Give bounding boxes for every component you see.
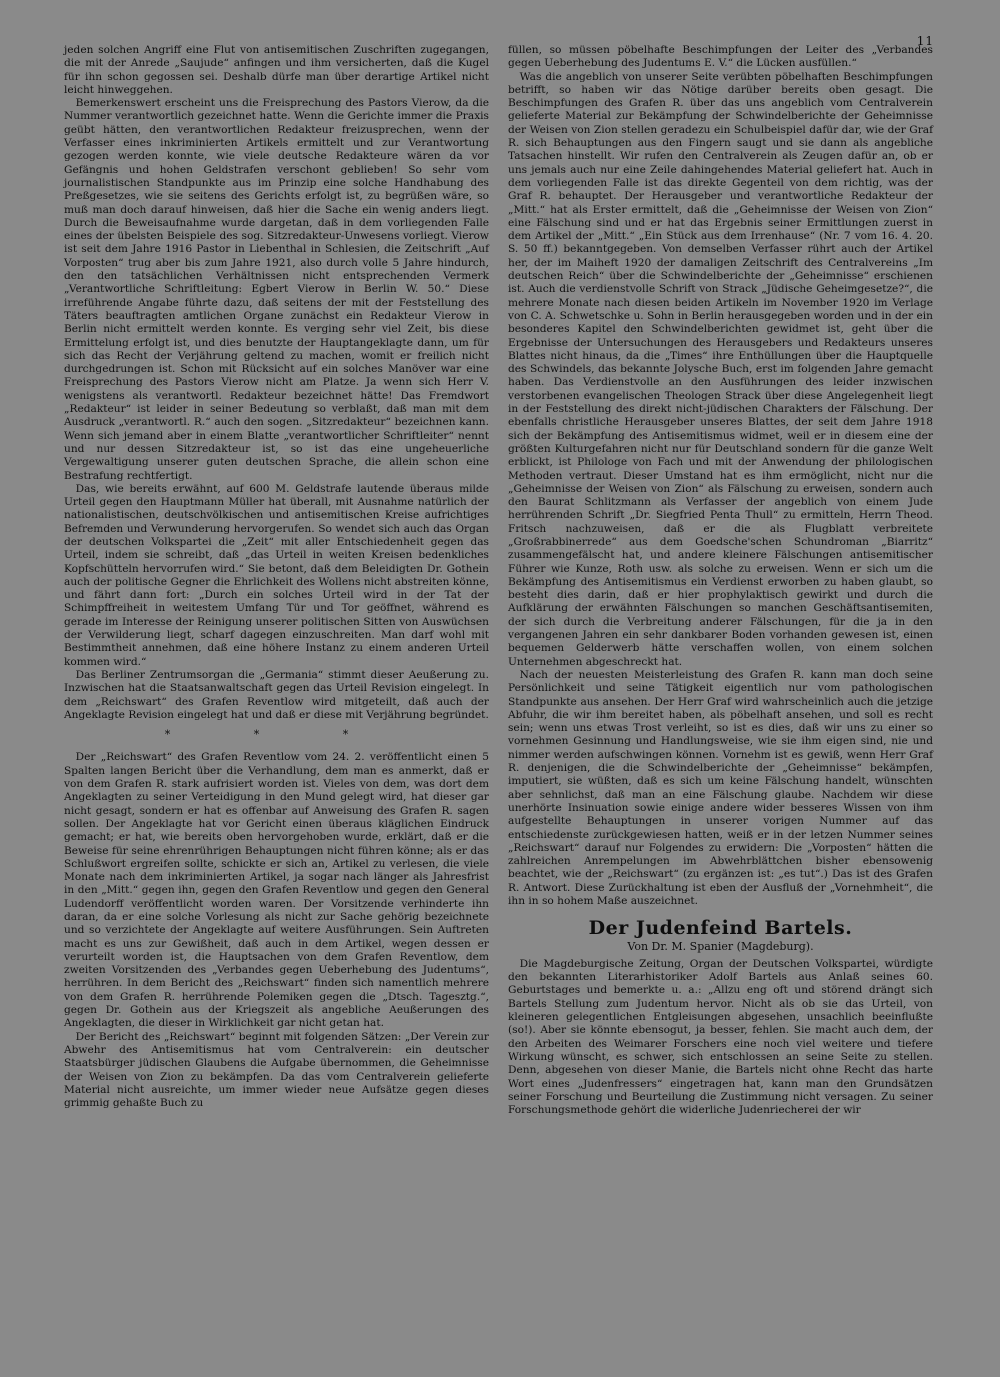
paragraph: Der Bericht des „Reichswart“ beginnt mit folgenden Sätzen: „Der Verein zur Abwehr des Antisemitismus hat vom Centralverein: ein deutscher Staatsbürger jüdischen Glaubens die Aufgabe übernommen, die Geheimnisse der Weisen von Zion zu bekämpfen. Da das vom Centralverein gelieferte Material nicht ausreichte, um immer wieder neue Aufsätze gegen dieses grimmig gehaßte Buch zu: [64, 1030, 489, 1110]
paragraph: Das, wie bereits erwähnt, auf 600 M. Geldstrafe lautende überaus milde Urteil gegen den Hauptmann Müller hat überall, mit Ausnahme natürlich der nationalistischen, deutschvölkischen und antisemitischen Kreise aufrichtiges Befremden und Verwunderung hervorgerufen. So wendet sich auch das Organ der deutschen Volkspartei die „Zeit“ mit aller Entschiedenheit gegen das Urteil, indem sie schreibt, daß „das Urteil in weiten Kreisen bedenkliches Kopfschütteln hervorrufen wird.“ Sie betont, daß dem Beleidigten Dr. Gothein auch der politische Gegner die Ehrlichkeit des Wollens nicht abstreiten könne, und fährt dann fort: „Durch ein solches Urteil wird in der Tat der Schimpffreiheit in weitestem Umfang Tür und Tor geöffnet, während es gerade im Interesse der Reinigung unserer politischen Sitten von Auswüchsen der Verwilderung liegt, scharf dagegen einzuschreiten. Man darf wohl mit Bestimmtheit annehmen, daß eine höhere Instanz zu einem anderen Urteil kommen wird.“: [64, 482, 489, 668]
article-title: Der Judenfeind Bartels.: [588, 917, 853, 940]
paragraph: Bemerkenswert erscheint uns die Freisprechung des Pastors Vierow, da die Nummer verantwortlich gezeichnet hatte. Wenn die Gerichte immer die Praxis geübt hätten, den verantwortlichen Redakteur freizusprechen, wenn der Verfasser eines inkriminierten Artikels ermittelt und zur Verantwortung gezogen werden konnte, wie viele deutsche Redakteure wären da vor Gefängnis und hohen Geldstrafen verschont geblieben! So sehr vom journalistischen Standpunkte aus im Prinzip eine solche Handhabung des Preßgesetzes, wie sie seitens des Gerichts erfolgt ist, zu begrüßen wäre, so muß man doch darauf hinweisen, daß hier die Sache ein wenig anders liegt. Durch die Beweisaufnahme wurde dargetan, daß in dem vorliegenden Falle eines der übelsten Beispiele des sog. Sitzredakteur-Unwesens vorliegt. Vierow ist seit dem Jahre 1916 Pastor in Liebenthal in Schlesien, die Zeitschrift „Auf Vorposten“ trug aber bis zum Jahre 1921, also durch volle 5 Jahre hindurch, den den tatsächlichen Verhältnissen nicht entsprechenden Vermerk „Verantwortliche Schriftleitung: Egbert Vierow in Berlin W. 50.“ Diese irreführende Angabe führte dazu, daß seitens der mit der Feststellung des Täters beauftragten amtlichen Organe zunächst ein Redakteur Vierow in Berlin nicht ermittelt werden konnte. Es verging sehr viel Zeit, bis diese Ermittelung erfolgt ist, und dies benutzte der Hauptangeklagte dann, um für sich das Recht der Verjährung geltend zu machen, womit er freilich nicht durchgedrungen ist. Schon mit Rücksicht auf ein solches Manöver war eine Freisprechung des Pastors Vierow nicht am Platze. Ja wenn sich Herr V. wenigstens als verantwortl. Redakteur bezeichnet hätte! Das Fremdwort „Redakteur“ ist leider in seiner Bedeutung so verblaßt, daß man mit dem Ausdruck „verantwortl. R.“ auch den sogen. „Sitzredakteur“ bezeichnen kann. Wenn sich jemand aber in einem Blatte „verantwortlicher Schriftleiter“ nennt und nur dessen Sitzredakteur ist, so ist das eine ungeheuerliche Vergewaltigung unserer guten deutschen Sprache, die allein schon eine Bestrafung rechtfertigt.: [64, 97, 489, 482]
paragraph: Was die angeblich von unserer Seite verübten pöbelhaften Beschimpfungen betrifft, so haben wir das Nötige darüber bereits oben gesagt. Die Beschimpfungen des Grafen R. über das uns angeblich vom Centralverein gelieferte Material zur Bekämpfung der Schwindelberichte der Geheimnisse der Weisen von Zion stellen geradezu ein Schulbeispiel dafür dar, wie der Graf R. sich Behauptungen aus den Fingern saugt und sie dann als angebliche Tatsachen hinstellt. Wir rufen den Centralverein als Zeugen dafür an, ob er uns jemals auch nur eine Zeile dahingehendes Material geliefert hat. Auch in dem vorliegenden Falle ist das direkte Gegenteil von dem richtig, was der Graf R. behauptet. Der Herausgeber und verantwortliche Redakteur der „Mitt.“ hat als Erster ermittelt, daß die „Geheimnisse der Weisen von Zion“ eine Fälschung sind und er hat das Ergebnis seiner Ermittlungen zuerst in dem Artikel der „Mitt.“ „Ein Stück aus dem Irrenhause“ (Nr. 7 vom 16. 4. 20. S. 50 ff.) bekanntgegeben. Von demselben Verfasser rührt auch der Artikel her, der im Maiheft 1920 der damaligen Zeitschrift des Centralvereins „Im deutschen Reich“ über die Schwindelberichte der „Geheimnisse“ erschienen ist. Auch die verdienstvolle Schrift von Strack „Jüdische Geheimgesetze?“, die mehrere Monate nach diesen beiden Artikeln im November 1920 im Verlage von C. A. Schwetschke u. Sohn in Berlin herausgegeben worden und in der ein besonderes Kapitel den Schwindelberichten gewidmet ist, geht über die Ergebnisse der Untersuchungen des Herausgebers und Redakteurs unseres Blattes nicht hinaus, da die „Times“ ihre Enthüllungen über die Hauptquelle des Schwindels, das bekannte Jolysche Buch, erst im folgenden Jahre gemacht haben. Das Verdienstvolle an den Ausführungen des leider inzwischen verstorbenen evangelischen Theologen Strack über diese Angelegenheit liegt in der Feststellung des direkt nicht-jüdischen Charakters der Fälschung. Der ebenfalls christliche Herausgeber unseres Blattes, der seit dem Jahre 1918 sich der Bekämpfung des Antisemitismus widmet, weil er in diesem eine der größten Kulturgefahren nicht nur für Deutschland sondern für die ganze Welt erblickt, ist Philologe von Fach und mit der Anwendung der philologischen Methoden vertraut. Dieser Umstand hat es ihm ermöglicht, nicht nur die „Geheimnisse der Weisen von Zion“ als Fälschung zu erweisen, sondern auch den Baurat Schlitzmann als Verfasser der angeblich von einem Jude herrührenden Schrift „Dr. Siegfried Penta Thull“ zu ermitteln, Herrn Theod. Fritsch nachzuweisen, daß er die als Flugblatt verbreitete „Großrabbinerrede“ aus dem Goedsche'schen Schundroman „Biarritz“ zusammengefälscht hat, und andere kleinere Fälschungen antisemitischer Führer wie Kunze, Roth usw. als solche zu erweisen. Wenn er sich um die Bekämpfung des Antisemitismus ein Verdienst erworben zu haben glaubt, so besteht dies darin, daß er hier prophylaktisch gewirkt und durch die Aufklärung der erwähnten Fälschungen so manchen Geschäftsantisemiten, der sich durch die Verbreitung anderer Fälschungen, für die ja in den vergangenen Jahren ein sehr dankbarer Boden vorhanden gewesen ist, einen bequemen Gelderwerb hätte verschaffen wollen, von einem solchen Unternehmen abgeschreckt hat.: [508, 70, 933, 668]
paragraph: jeden solchen Angriff eine Flut von antisemitischen Zuschriften zugegangen, die mit der Anrede „Saujude“ anfingen und ihm versicherten, daß die Kugel für ihn schon gegossen sei. Deshalb dürfe man über derartige Artikel nicht leicht hinweggehen.: [64, 44, 489, 96]
page-number: 11: [916, 34, 934, 48]
article-byline: Von Dr. M. Spanier (Magdeburg).: [627, 939, 814, 953]
paragraph: Die Magdeburgische Zeitung, Organ der Deutschen Volkspartei, würdigte den bekannten Literarhistoriker Adolf Bartels aus Anlaß seines 60. Geburtstages und bemerkte u. a.: „Allzu eng oft und störend drängt sich Bartels Stellung zum Judentum hervor. Nicht als ob sie das Urteil, von kleineren gelegentlichen Entgleisungen abgesehen, unsachlich beeinflußte (so!). Aber sie könnte ebensogut, ja besser, fehlen. Sie macht auch dem, der den Arbeiten des Weimarer Forschers eine noch viel weitere und tiefere Wirkung wünscht, es schwer, sich entschlossen an seine Seite zu stellen. Denn, abgesehen von dieser Manie, die Bartels nicht ohne Recht das harte Wort eines „Judenfressers“ eingetragen hat, kann man den Grundsätzen seiner Forschung und Beurteilung die Zustimmung nicht versagen. Zu seiner Forschungsmethode gehört die widerliche Judenriecherei der wir: [508, 957, 933, 1117]
left-column: [64, 44, 489, 1110]
paragraph: Nach der neuesten Meisterleistung des Grafen R. kann man doch seine Persönlichkeit und seine Tätigkeit eigentlich nur vom pathologischen Standpunkte aus ansehen. Der Herr Graf wird wahrscheinlich auch die jetzige Abfuhr, die wir ihm bereitet haben, als pöbelhaft ansehen, und soll es recht sein; wenn uns etwas Trost verleiht, so ist es dies, daß wir uns zu einer so vornehmen Gesinnung und Handlungsweise, wie sie ihm eigen sind, nie und nimmer werden aufschwingen können. Vornehm ist es gewiß, wenn Herr Graf R. denjenigen, die die Schwindelberichte der „Geheimnisse“ bekämpfen, imputiert, sie wüßten, daß es sich um keine Fälschung handelt, wünschten aber sehnlichst, daß man an eine Fälschung glaube. Nachdem wir diese unerhörte Insinuation sowie einige andere wider besseres Wissen von ihm aufgestellte Behauptungen in unserer vorigen Nummer auf das entschiedenste zurückgewiesen hatten, weiß er in der letzen Nummer seines „Reichswart“ darauf nur Folgendes zu erwidern: Die „Vorposten“ hätten die zahlreichen Anrempelungen im Abwehrblättchen bisher ebensowenig beachtet, wie der „Reichswart“ (zu ergänzen ist: „es tut“.) Das ist des Grafen R. Antwort. Diese Zurückhaltung ist eben der Ausfluß der „Vornehmheit“, die ihn in so hohem Maße auszeichnet.: [508, 668, 933, 907]
paragraph: Der „Reichswart“ des Grafen Reventlow vom 24. 2. veröffentlicht einen 5 Spalten langen Bericht über die Verhandlung, dem man es anmerkt, daß er von dem Grafen R. stark aufrisiert worden ist. Vieles von dem, was dort dem Angeklagten zu seiner Verteidigung in den Mund gelegt wird, hat dieser gar nicht gesagt, sondern er hat es offenbar auf Anweisung des Grafen R. sagen sollen. Der Angeklagte hat vor Gericht einen überaus kläglichen Eindruck gemacht; er hat, wie bereits oben hervorgehoben wurde, erklärt, daß er die Beweise für seine ehrenrührigen Behauptungen nicht führen könne; als er das Schlußwort ergreifen sollte, schickte er sich an, Artikel zu verlesen, die viele Monate nach dem inkriminierten Artikel, ja sogar nach länger als Jahresfrist in den „Mitt.“ gegen ihn, gegen den Grafen Reventlow und gegen den General Ludendorff veröffentlicht worden waren. Der Vorsitzende verhinderte ihn daran, da er eine solche Vorlesung als nicht zur Sache gehörig bezeichnete und so verzichtete der Angeklagte auf weitere Ausführungen. Sein Auftreten macht es uns zur Gewißheit, daß auch in dem Artikel, wegen dessen er verurteilt worden ist, die Hauptsachen von dem Grafen Reventlow, dem zweiten Vorsitzenden des „Verbandes gegen Ueberhebung des Judentums“, herrühren. In dem Bericht des „Reichswart“ finden sich namentlich mehrere von dem Grafen R. herrührende Polemiken gegen die „Dtsch. Tagesztg.“, gegen Dr. Gothein aus der Kriegszeit als angebliche Aeußerungen des Angeklagten, die dieser in Wirklichkeit gar nicht getan hat.: [64, 751, 489, 1030]
right-column: [508, 44, 933, 1117]
paragraph: Das Berliner Zentrumsorgan die „Germania“ stimmt dieser Aeußerung zu. Inzwischen hat die Staatsanwaltschaft gegen das Urteil Revision eingelegt. In dem „Reichswart“ des Grafen Reventlow wird mitgeteilt, daß auch der Angeklagte Revision eingelegt hat und daß er diese mit Verjährung begründet.: [64, 668, 489, 721]
section-separator: * * *: [164, 728, 389, 742]
paragraph: füllen, so müssen pöbelhafte Beschimpfungen der Leiter des „Verbandes gegen Ueberhebung des Judentums E. V.“ die Lücken ausfüllen.“: [508, 44, 933, 70]
